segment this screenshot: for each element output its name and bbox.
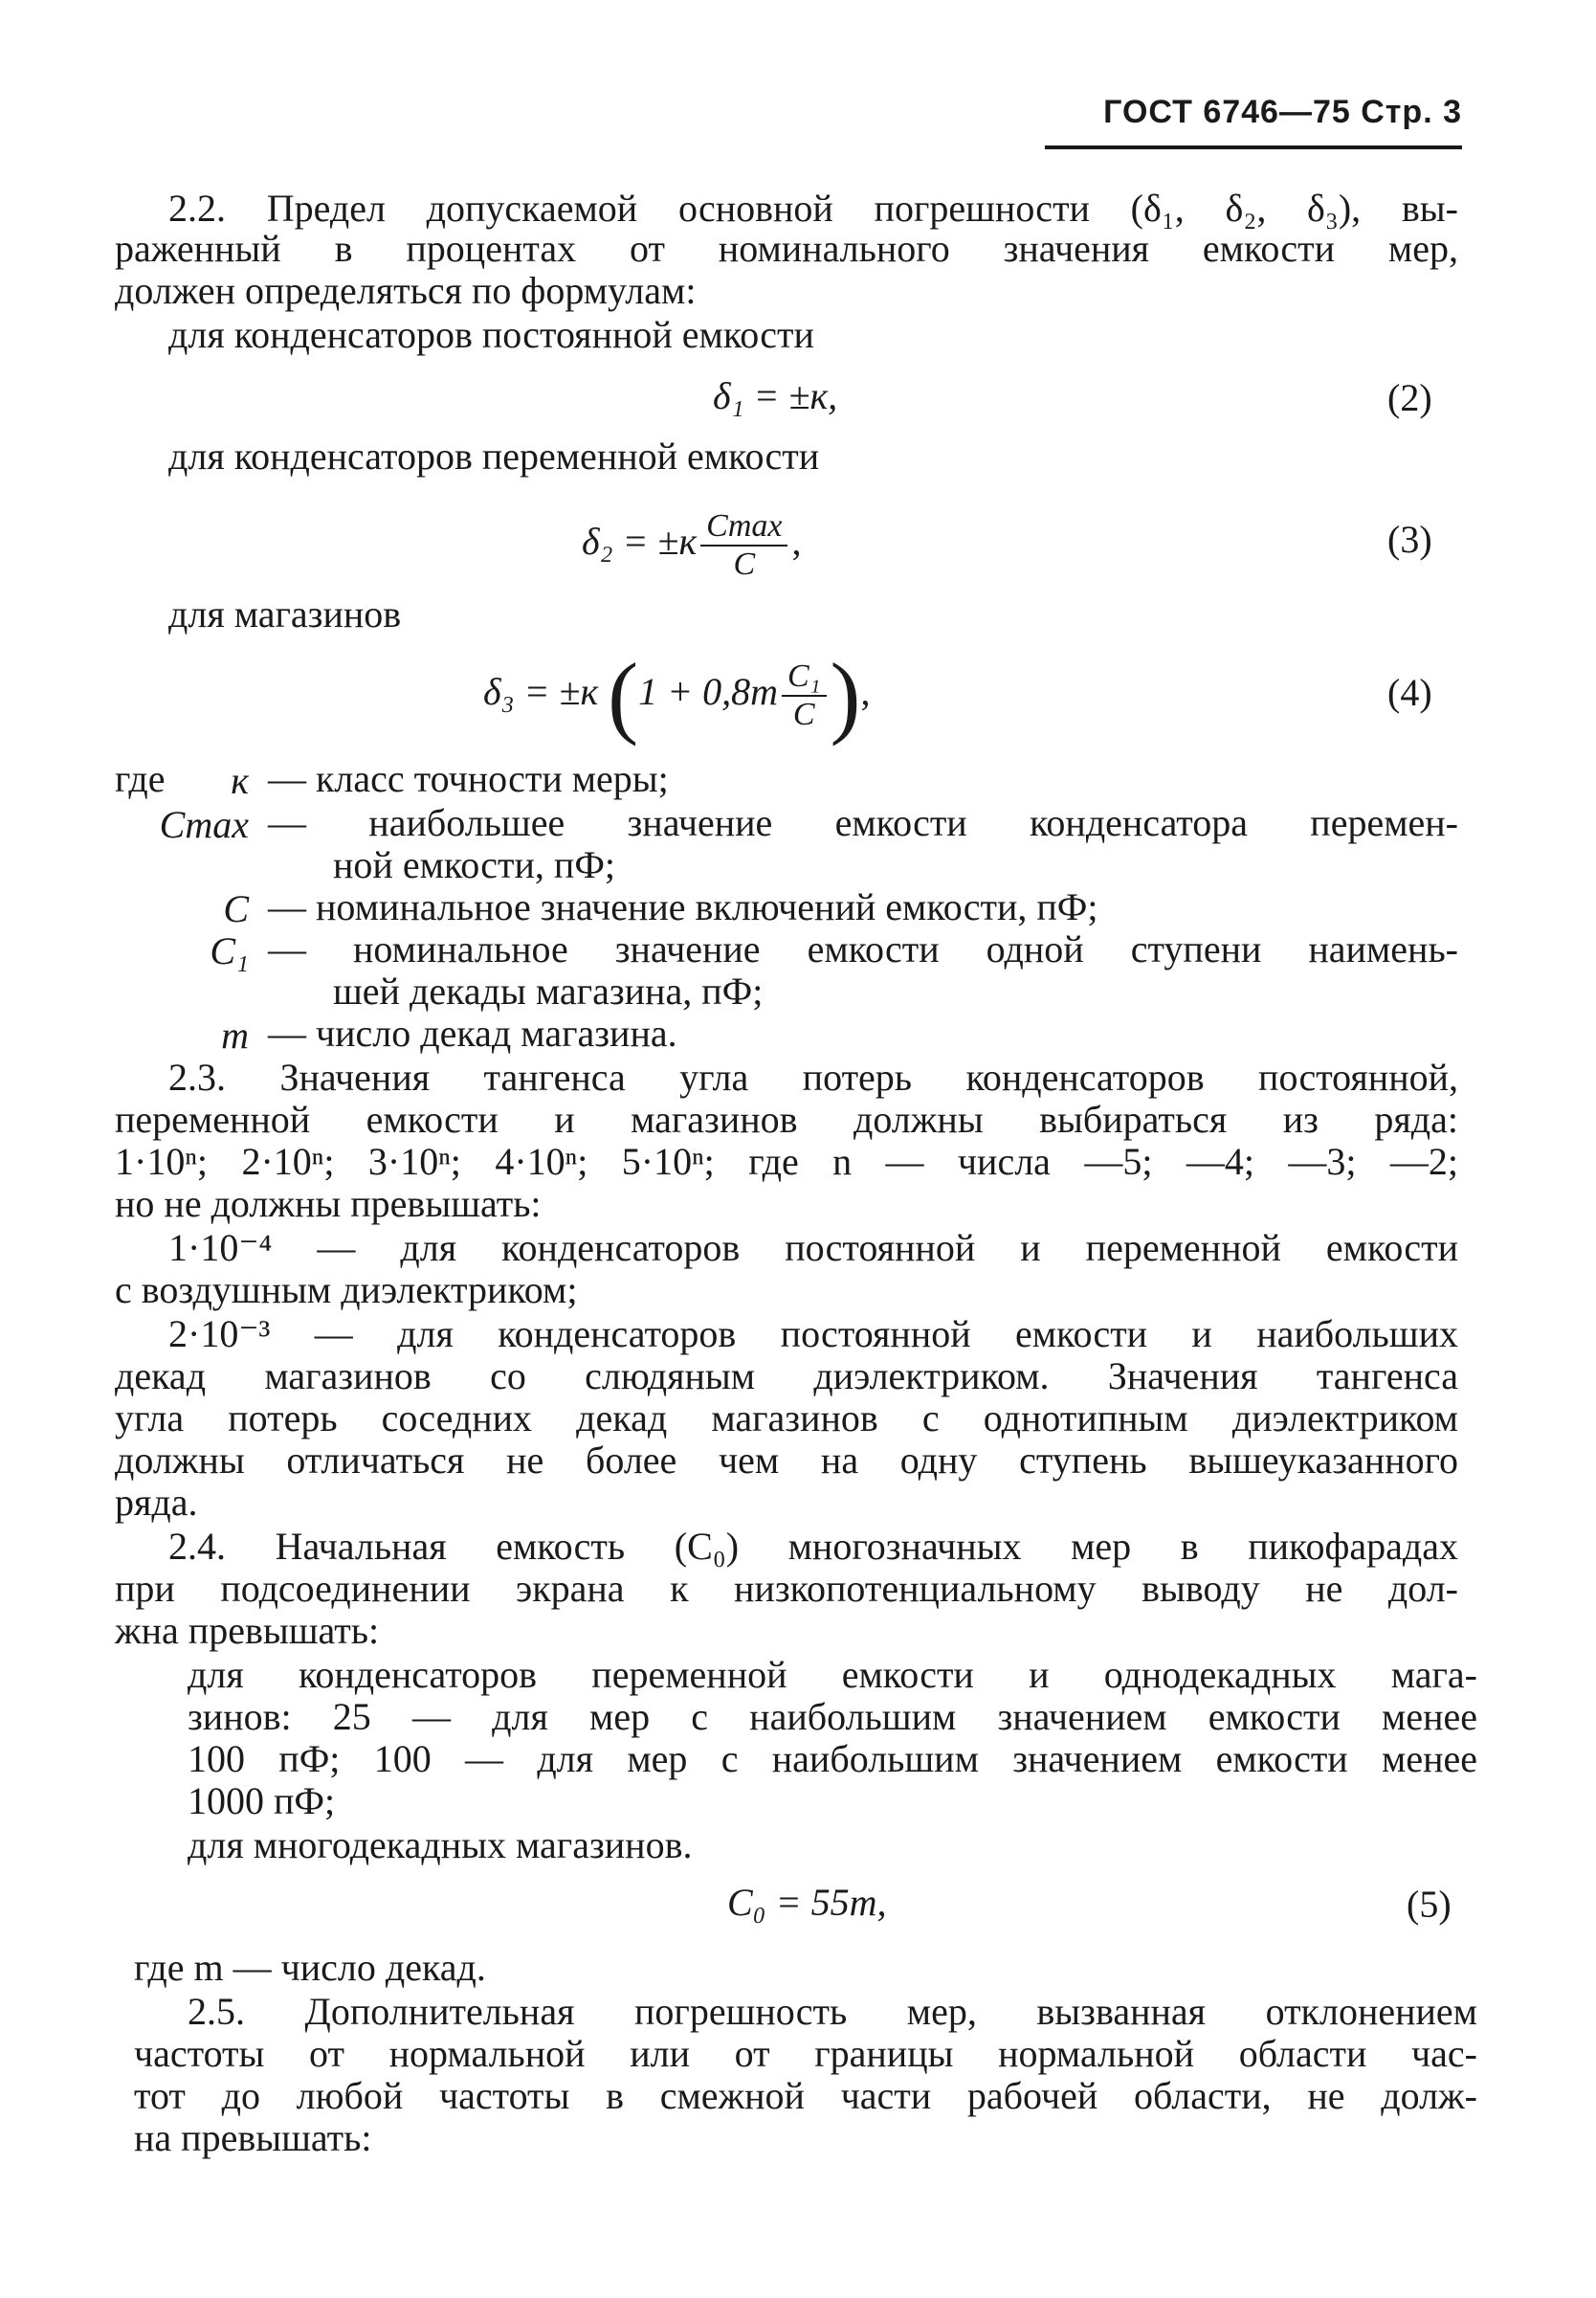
definition-text-c1: — номинальное значение емкости одной ступени наимень-: [268, 927, 1458, 971]
para-2-3-line-10: должны отличаться не более чем на одну ступень вышеуказанного: [115, 1439, 1458, 1482]
formula-3-denominator: C: [733, 546, 756, 582]
definition-symbol-cmax: Cmax: [159, 803, 249, 846]
definition-symbol-k: к: [231, 759, 249, 802]
para-2-4-line-3: жна превышать:: [115, 1609, 380, 1652]
formula-3: [582, 503, 801, 580]
para-2-4-line-5: зинов: 25 — для мер с наибольшим значением емкости менее: [188, 1695, 1477, 1738]
formula-2-number: (2): [1387, 376, 1432, 419]
intro-variable-capacitors: для конденсаторов переменной емкости: [168, 435, 820, 478]
formula-4-open-paren: (: [608, 643, 639, 747]
formula-4-number: (4): [1387, 671, 1432, 714]
para-2-3-line-1: 2.3. Значения тангенса угла потерь конденсаторов постоянной,: [168, 1056, 1458, 1099]
para-2-3-line-9: угла потерь соседних декад магазинов с однотипным диэлектриком: [115, 1396, 1458, 1439]
definition-symbol-m: m: [221, 1014, 249, 1057]
formula-4: [483, 643, 871, 747]
para-2-4-line-2: при подсоединении экрана к низкопотенциальному выводу не дол-: [115, 1567, 1458, 1610]
formula-4-close-paren: ): [830, 643, 861, 747]
formula-3-lhs: δ₂ = ±к: [582, 520, 698, 563]
definition-symbol-c1: C₁: [210, 929, 249, 972]
definition-text-cmax: — наибольшее значение емкости конденсатора перемен-: [268, 801, 1458, 844]
definition-where: где: [115, 757, 166, 800]
formula-5-number: (5): [1407, 1883, 1452, 1926]
para-2-4-line-4: для конденсаторов переменной емкости и однодекадных мага-: [188, 1653, 1477, 1696]
definition-text-c: — номинальное значение включений емкости, пФ;: [268, 885, 1098, 928]
intro-magazines: для магазинов: [168, 592, 402, 636]
para-2-4-line-9: где m — число декад.: [134, 1946, 486, 1989]
para-2-2-line-1: 2.2. Предел допускаемой основной погрешности (δ₁, δ₂, δ₃), вы-: [168, 187, 1458, 230]
header-rule: [1045, 145, 1462, 149]
page-header: ГОСТ 6746—75 Стр. 3: [1103, 94, 1462, 130]
para-2-4-line-7: 1000 пФ;: [188, 1779, 336, 1822]
formula-4-denominator: C: [792, 696, 815, 732]
para-2-3-line-8: декад магазинов со слюдяным диэлектриком. Значения тангенса: [115, 1354, 1458, 1397]
para-2-3-line-5: 1·10⁻⁴ — для конденсаторов постоянной и переменной емкости: [168, 1226, 1458, 1269]
formula-3-comma: ,: [791, 520, 802, 563]
formula-2: δ₁ = ±к,: [713, 374, 838, 417]
para-2-4-line-1: 2.4. Начальная емкость (C₀) многозначных мер в пикофарадах: [168, 1525, 1458, 1568]
formula-4-numerator: C₁: [782, 658, 827, 697]
formula-5: C₀ = 55m,: [727, 1881, 887, 1924]
definition-cont-cmax: ной емкости, пФ;: [333, 843, 616, 886]
para-2-3-line-4: но не должны превышать:: [115, 1182, 542, 1225]
definition-cont-c1: шей декады магазина, пФ;: [333, 970, 764, 1013]
para-2-3-line-2: переменной емкости и магазинов должны выбираться из ряда:: [115, 1098, 1458, 1141]
formula-3-numerator: Cmax: [700, 508, 787, 547]
definition-text-k: — класс точности меры;: [268, 757, 669, 800]
para-2-5-line-1: 2.5. Дополнительная погрешность мер, вызванная отклонением: [188, 1990, 1477, 2033]
formula-4-comma: ,: [860, 670, 871, 713]
formula-4-lhs: δ₃ = ±к: [483, 670, 599, 713]
para-2-3-line-6: с воздушным диэлектриком;: [115, 1268, 578, 1311]
definition-text-m: — число декад магазина.: [268, 1012, 677, 1055]
para-2-2-line-2: раженный в процентах от номинального значения емкости мер,: [115, 227, 1458, 270]
intro-constant-capacitors: для конденсаторов постоянной емкости: [168, 313, 814, 356]
formula-4-inner: 1 + 0,8m: [638, 670, 779, 713]
para-2-2-line-3: должен определяться по формулам:: [115, 269, 697, 312]
para-2-5-line-2: частоты от нормальной или от границы нормальной области час-: [134, 2032, 1477, 2075]
para-2-3-line-11: ряда.: [115, 1481, 198, 1524]
para-2-5-line-3: тот до любой частоты в смежной части рабочей области, не долж-: [134, 2074, 1477, 2117]
para-2-3-line-3: 1·10ⁿ; 2·10ⁿ; 3·10ⁿ; 4·10ⁿ; 5·10ⁿ; где n — числа —5; —4; —3; —2;: [115, 1140, 1458, 1183]
definition-symbol-c: C: [223, 887, 249, 930]
formula-3-fraction: [700, 508, 787, 583]
para-2-4-line-8: для многодекадных магазинов.: [188, 1823, 693, 1866]
para-2-5-line-4: на превышать:: [134, 2116, 372, 2159]
para-2-3-line-7: 2·10⁻³ — для конденсаторов постоянной емкости и наибольших: [168, 1312, 1458, 1355]
para-2-4-line-6: 100 пФ; 100 — для мер с наибольшим значением емкости менее: [188, 1737, 1477, 1780]
formula-3-number: (3): [1387, 518, 1432, 561]
formula-4-fraction: [782, 658, 827, 733]
